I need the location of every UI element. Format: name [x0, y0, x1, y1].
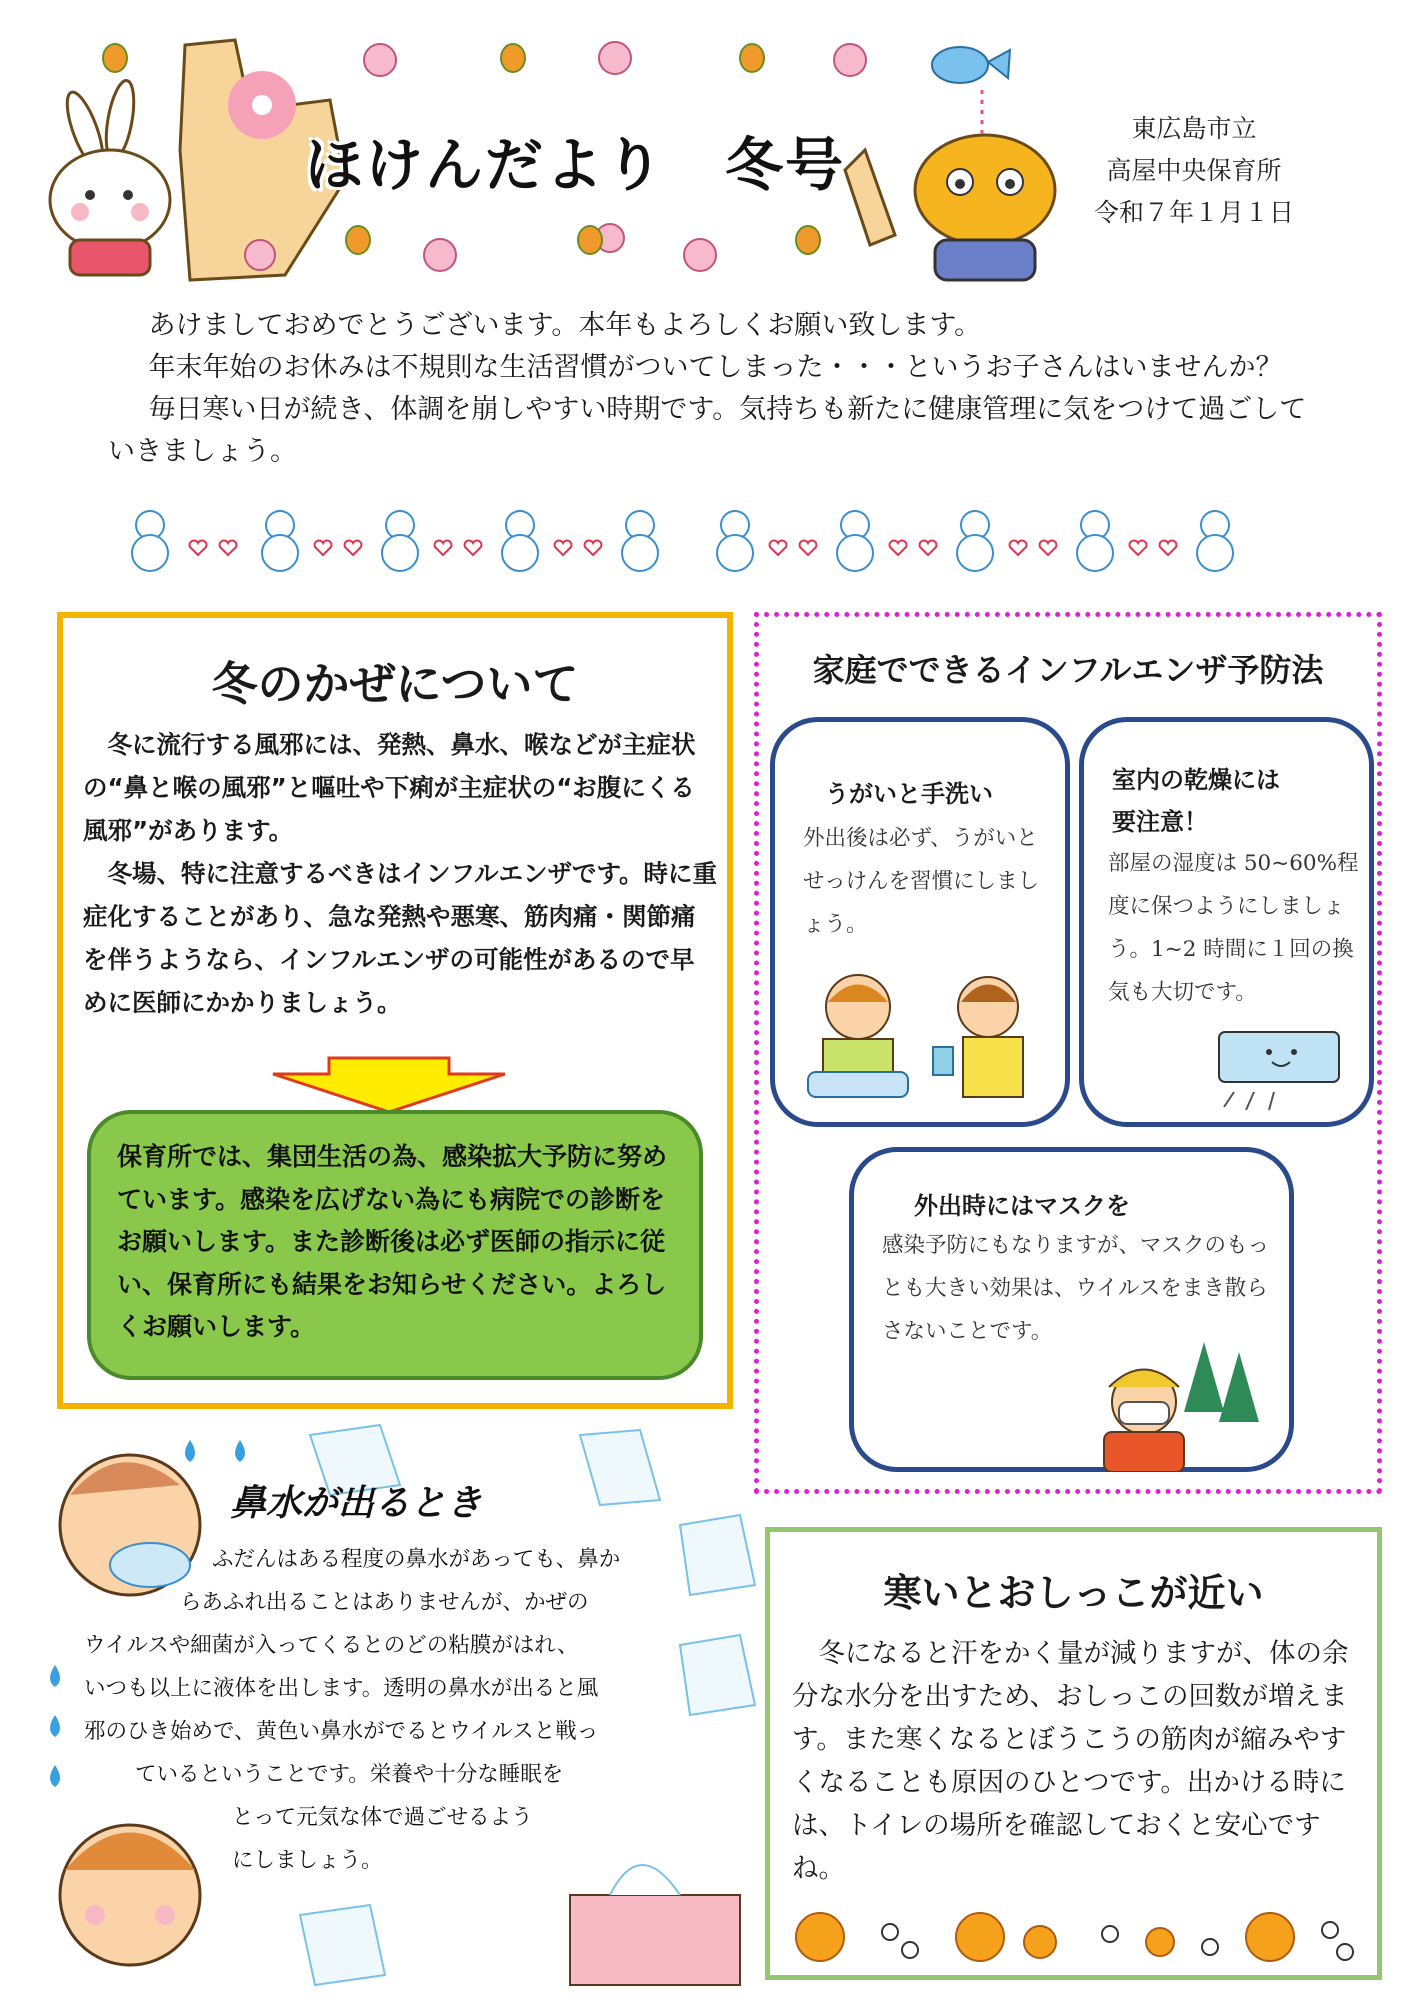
cold-toilet-section [765, 1527, 1382, 1980]
text-line: にしましょう。 [232, 1848, 383, 1873]
text-line: 邪のひき始めで、黄色い鼻水がでるとウイルスと戦っ [84, 1719, 599, 1744]
issuer-block [1084, 108, 1304, 234]
air-conditioner-illustration [1214, 1022, 1364, 1112]
text-line: とって元気な体で過ごせるよう [232, 1805, 533, 1830]
tiger-illustration [845, 135, 1055, 280]
snowman-icon [1197, 511, 1233, 571]
flu-prevention-section [754, 612, 1382, 1494]
card-text: 感染予防にもなりますが、マスクのもっとも大きい効果は、ウイルスをまき散らさないことです。 [882, 1233, 1270, 1344]
paragraph: 冬場、特に注意するべきはインフルエンザです。時に重症化することがあり、急な発熱や悪寒、筋肉痛・関節痛を伴うようなら、インフルエンザの可能性があるので早めに医師にかかりましょう。 [83, 859, 718, 1017]
snowman-icon [1077, 511, 1113, 571]
section-body [83, 723, 719, 1024]
section-body [792, 1632, 1362, 1890]
text-line: いつも以上に液体を出します。透明の鼻水が出ると風 [84, 1676, 599, 1701]
nursery-notice: 保育所では、集団生活の為、感染拡大予防に努めています。感染を広げない為にも病院での診断をお願いします。また診断後は必ず医師の指示に従い、保育所にも結果をお知らせください。よろしくお願いします。 [87, 1110, 703, 1380]
snowman-icon [382, 511, 418, 571]
intro-text [108, 305, 1328, 473]
card-title: 要注意！ [1112, 808, 1208, 836]
section-title: 冬のかぜについて [211, 657, 579, 711]
snowman-icon [132, 511, 168, 571]
down-arrow-icon [269, 1054, 509, 1114]
paragraph: 冬に流行する風邪には、発熱、鼻水、喉などが主症状の“鼻と喉の風邪”と嘔吐や下痢が主症状の“お腹にくる風邪”があります。 [83, 730, 696, 845]
crying-baby-illustration [60, 1455, 200, 1595]
city-name: 東広島市立 [1131, 114, 1257, 143]
intro-paragraph: 年末年始のお休みは不規則な生活習慣がついてしまった・・・というお子さんはいませんか？ [148, 352, 1283, 383]
snowman-icon [957, 511, 993, 571]
snowman-icon [837, 511, 873, 571]
newsletter-title: ほけんだより 冬号 [305, 131, 846, 199]
dryness-card [1079, 717, 1374, 1127]
snowman-icon [622, 511, 658, 571]
intro-paragraph: 毎日寒い日が続き、体調を崩しやすい時期です。気持ちも新たに健康管理に気をつけて過ごしていきましょう。 [108, 394, 1307, 467]
card-title: 室内の乾燥には [1112, 766, 1280, 794]
bird-illustration [932, 47, 1010, 135]
intro-paragraph: あけましておめでとうございます。本年もよろしくお願い致します。 [148, 310, 982, 341]
text-line: らあふれ出ることはありませんが、かぜの [180, 1590, 589, 1615]
snowman-icon [717, 511, 753, 571]
card-text: 外出後は必ず、うがいとせっけんを習慣にしましょう。 [803, 826, 1040, 937]
orange-decoration-row [790, 1902, 1370, 1972]
sick-girl-illustration [60, 1825, 200, 1965]
nursery-name: 高屋中央保育所 [1106, 156, 1282, 185]
text-line: ふだんはある程度の鼻水があっても、鼻か [212, 1547, 621, 1572]
issue-date: 令和７年１月１日 [1093, 198, 1294, 227]
section-title: 寒いとおしっこが近い [883, 1571, 1264, 1615]
section-title: 鼻水が出るとき [230, 1483, 483, 1524]
card-title: うがいと手洗い [825, 780, 993, 808]
snowman-icon [502, 511, 538, 571]
paragraph: 冬になると汗をかく量が減りますが、体の余分な水分を出すため、おしっこの回数が増えます。また寒くなるとぼうこうの筋肉が縮みやすくなることも原因のひとつです。出かける時には、トイレの場所を確認しておくと安心ですね。 [792, 1638, 1349, 1884]
rabbit-illustration [50, 79, 170, 275]
masked-child-illustration [1054, 1332, 1274, 1472]
handwash-gargle-illustration [803, 967, 1053, 1107]
text-line: ウイルスや細菌が入ってくるとのどの粘膜がはれ、 [84, 1633, 579, 1658]
card-title: 外出時にはマスクを [914, 1192, 1130, 1220]
tissue-box-illustration [570, 1865, 740, 1985]
snowman-divider [125, 505, 1305, 575]
winter-cold-section [57, 612, 733, 1409]
text-line: ているということです。栄養や十分な睡眠を [135, 1762, 564, 1787]
snowman-icon [262, 511, 298, 571]
heart-icons [190, 541, 1177, 555]
mask-card [849, 1147, 1294, 1472]
gargle-card [770, 717, 1070, 1127]
card-text: 部屋の湿度は 50~60%程度に保つようにしましょう。1~2 時間に１回の換気も大切です。 [1108, 851, 1359, 1005]
section-title: 家庭でできるインフルエンザ予防法 [812, 651, 1324, 689]
